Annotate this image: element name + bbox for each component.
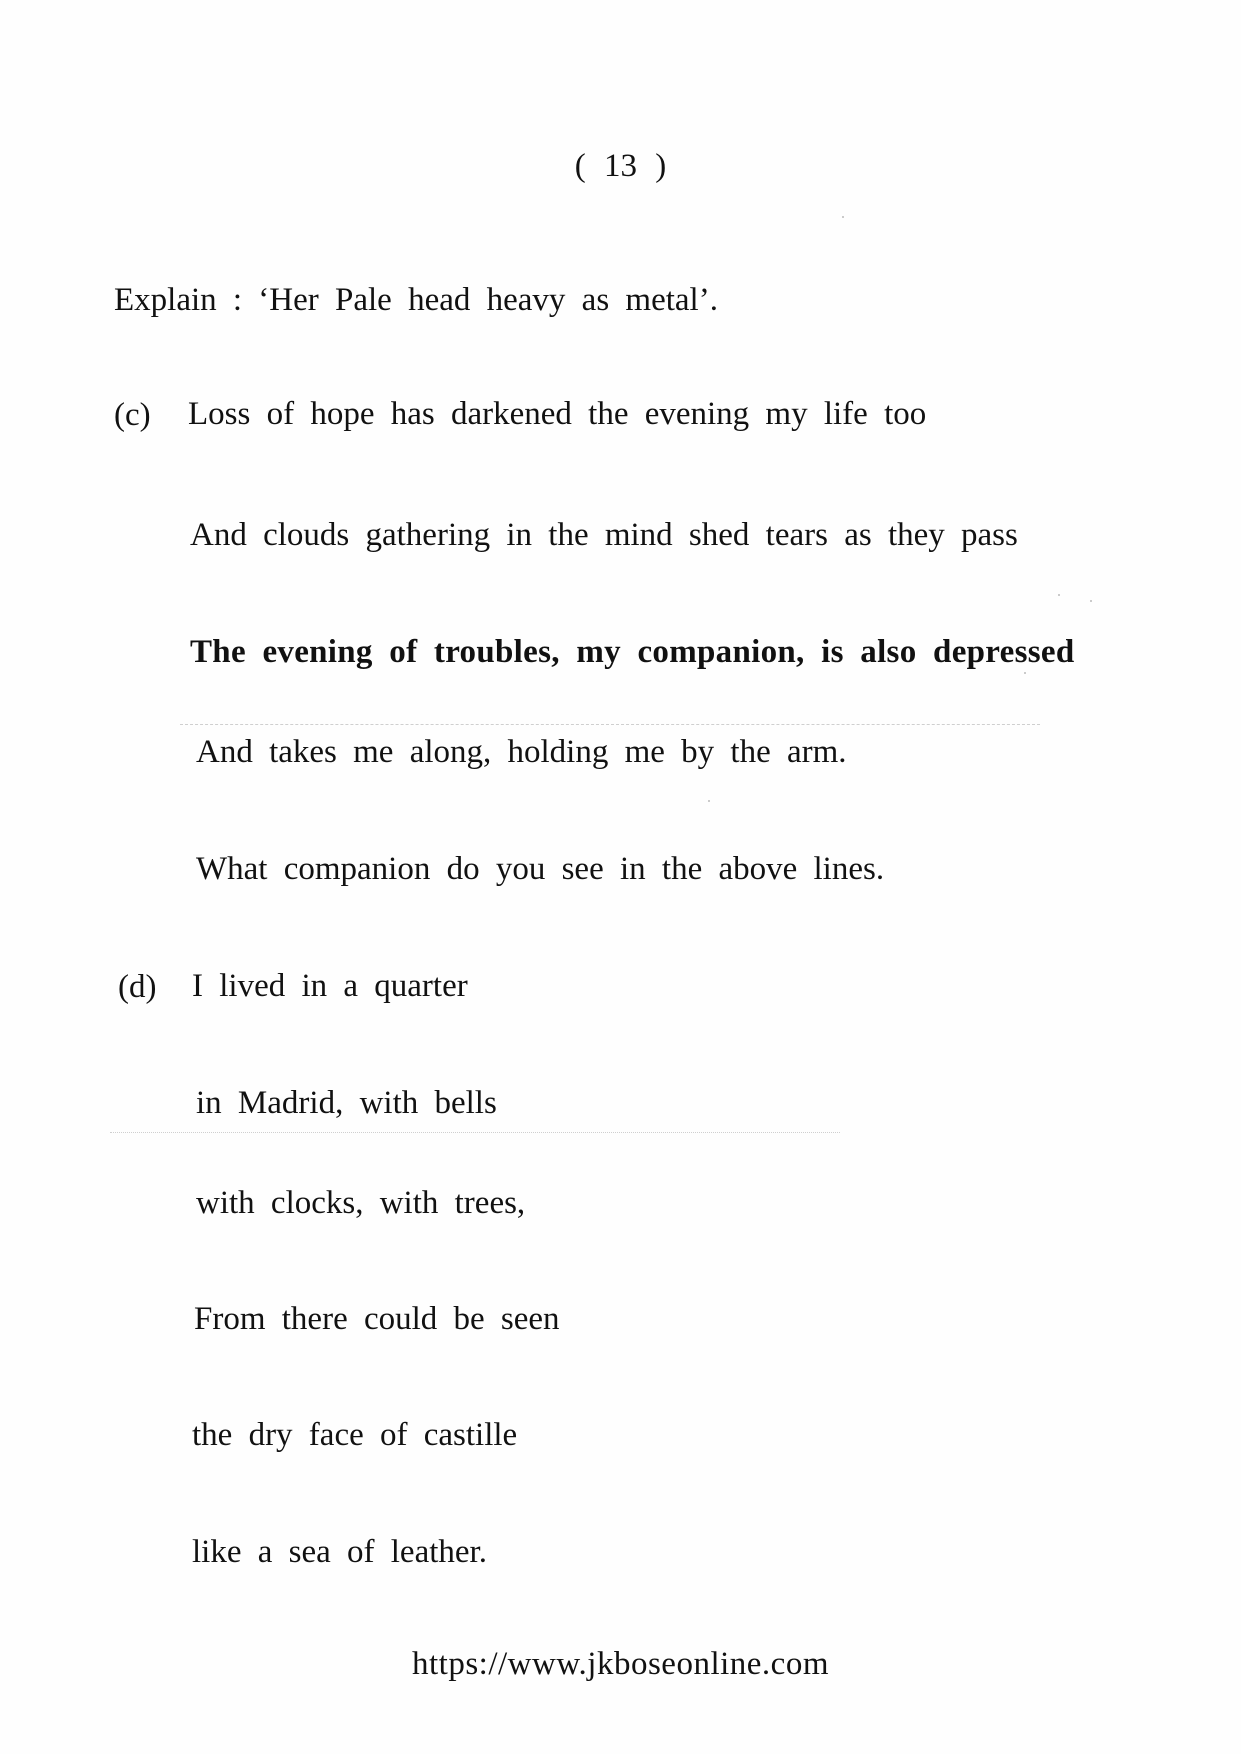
- scan-rule-line: [180, 724, 1040, 725]
- scan-speck: [1058, 594, 1060, 596]
- question-c-line-1: Loss of hope has darkened the evening my life too: [188, 396, 927, 432]
- question-d-line-5: the dry face of castille: [192, 1417, 518, 1453]
- scan-speck: [842, 216, 844, 218]
- question-d-label: (d): [118, 969, 157, 1005]
- question-d-line-6: like a sea of leather.: [192, 1534, 487, 1570]
- question-c-line-4: And takes me along, holding me by the arm.: [196, 734, 847, 770]
- scan-speck: [708, 800, 710, 802]
- scan-dotted-line: [110, 1132, 840, 1133]
- question-d-line-2: in Madrid, with bells: [196, 1085, 497, 1121]
- question-c-line-5: What companion do you see in the above lines.: [196, 851, 885, 887]
- question-d-line-1: I lived in a quarter: [192, 968, 468, 1004]
- question-d-line-3: with clocks, with trees,: [196, 1185, 526, 1221]
- footer-url: https://www.jkboseonline.com: [412, 1646, 829, 1682]
- question-c-line-3: The evening of troubles, my companion, is also depressed: [190, 634, 1075, 670]
- page-number: ( 13 ): [574, 148, 667, 184]
- question-c-label: (c): [114, 397, 151, 433]
- scan-speck: [1090, 600, 1092, 602]
- question-d-line-4: From there could be seen: [194, 1301, 560, 1337]
- explain-prompt: Explain : ‘Her Pale head heavy as metal’.: [114, 282, 718, 318]
- question-c-line-2: And clouds gathering in the mind shed tears as they pass: [190, 517, 1018, 553]
- scan-speck: [1024, 672, 1026, 674]
